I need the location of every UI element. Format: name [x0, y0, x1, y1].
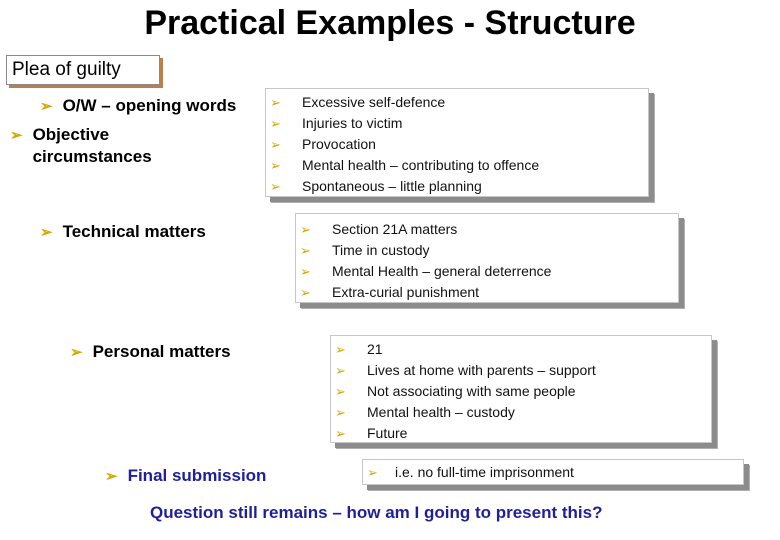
arrow-bullet-icon: ➢ — [335, 426, 346, 441]
plea-label-box: Plea of guilty — [6, 55, 160, 85]
heading-personal: ➢ Personal matters — [70, 342, 231, 361]
arrow-bullet-icon: ➢ — [70, 344, 83, 361]
list-item: ➢ i.e. no full-time imprisonment — [363, 462, 743, 483]
objective-circumstances-box — [265, 88, 649, 197]
arrow-bullet-icon: ➢ — [270, 158, 281, 173]
closing-question: Question still remains – how am I going to present this? — [150, 503, 603, 522]
heading-technical: ➢ Technical matters — [40, 222, 206, 241]
arrow-bullet-icon: ➢ — [270, 116, 281, 131]
list-item: ➢ 21 — [331, 339, 711, 360]
technical-matters-box — [295, 213, 679, 303]
final-submission-box — [362, 459, 744, 485]
arrow-bullet-icon: ➢ — [105, 468, 118, 485]
arrow-bullet-icon: ➢ — [367, 465, 378, 480]
arrow-bullet-icon: ➢ — [300, 222, 311, 237]
arrow-bullet-icon: ➢ — [335, 363, 346, 378]
arrow-bullet-icon: ➢ — [300, 243, 311, 258]
arrow-bullet-icon: ➢ — [335, 384, 346, 399]
heading-ow: ➢ O/W – opening words — [40, 96, 237, 115]
list-item: ➢ Mental health – custody — [331, 402, 711, 423]
arrow-bullet-icon: ➢ — [270, 95, 281, 110]
arrow-bullet-icon: ➢ — [335, 405, 346, 420]
list-item: ➢ Lives at home with parents – support — [331, 360, 711, 381]
slide-title: Practical Examples - Structure — [144, 4, 636, 42]
arrow-bullet-icon: ➢ — [40, 98, 53, 115]
list-item: ➢ Section 21A matters — [296, 219, 678, 240]
list-item: ➢ Extra-curial punishment — [296, 282, 678, 303]
arrow-bullet-icon: ➢ — [40, 224, 53, 241]
list-item: ➢ Mental Health – general deterrence — [296, 261, 678, 282]
personal-matters-box — [330, 335, 712, 443]
list-item: ➢ Excessive self-defence — [266, 92, 648, 113]
arrow-bullet-icon: ➢ — [10, 127, 23, 144]
heading-objective: ➢ Objective circumstances — [10, 125, 152, 166]
list-item: ➢ Spontaneous – little planning — [266, 176, 648, 197]
arrow-bullet-icon: ➢ — [270, 137, 281, 152]
heading-final: ➢ Final submission — [105, 466, 267, 485]
list-item: ➢ Not associating with same people — [331, 381, 711, 402]
list-item: ➢ Future — [331, 423, 711, 444]
list-item: ➢ Provocation — [266, 134, 648, 155]
list-item: ➢ Mental health – contributing to offence — [266, 155, 648, 176]
arrow-bullet-icon: ➢ — [300, 285, 311, 300]
list-item: ➢ Time in custody — [296, 240, 678, 261]
arrow-bullet-icon: ➢ — [300, 264, 311, 279]
arrow-bullet-icon: ➢ — [270, 179, 281, 194]
list-item: ➢ Injuries to victim — [266, 113, 648, 134]
arrow-bullet-icon: ➢ — [335, 342, 346, 357]
